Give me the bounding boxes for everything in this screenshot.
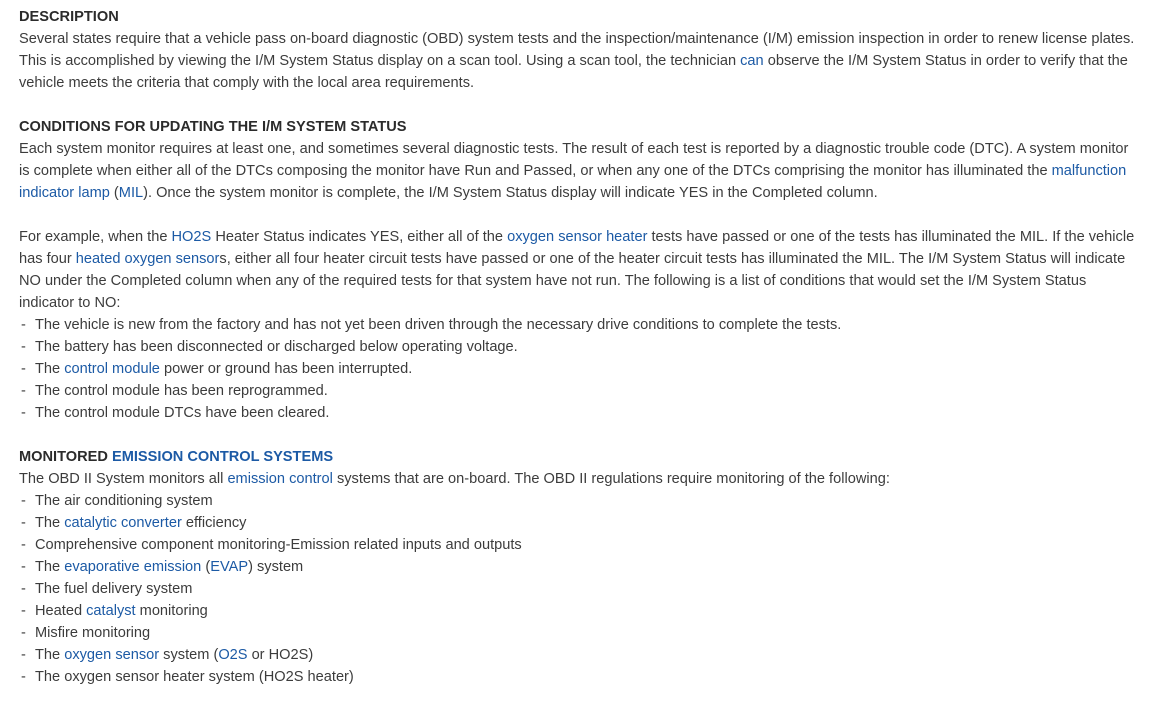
text-segment: The air conditioning system [35,493,213,509]
monitored-paragraph [19,468,1136,490]
text-segment: ( [201,559,211,575]
text-segment: The vehicle is new from the factory and has not yet been driven through the necessary drive conditions to complete the tests. [35,317,842,333]
list-item [19,402,1136,424]
text-segment: efficiency [181,515,247,531]
text-segment: system ( [159,647,219,663]
list-item [19,512,1136,534]
text-segment: ) system [248,559,304,575]
monitored-heading [19,446,1136,468]
list-item [19,534,1136,556]
list-item [19,336,1136,358]
link-malfunction-indicator-lamp[interactable]: malfunction indicator lamp [19,163,1127,201]
text-segment: power or ground has been interrupted. [159,361,413,377]
list-item [19,578,1136,600]
link-oxygen-sensor[interactable]: oxygen sensor [64,647,160,663]
conditions-example-paragraph [19,226,1136,314]
text-segment: Heated [35,603,87,619]
text-segment: monitoring [135,603,208,619]
text-segment: ( [109,185,119,201]
link-ho2s[interactable]: HO2S [171,229,212,245]
text-segment: systems that are on-board. The OBD II regulations require monitoring of the following: [332,471,890,487]
text-segment: MONITORED [19,449,112,465]
description-paragraph [19,28,1136,94]
link-emission-control[interactable]: emission control [227,471,333,487]
conditions-paragraph [19,138,1136,204]
text-segment: The control module has been reprogrammed. [35,383,328,399]
link-emission-control-systems[interactable]: EMISSION CONTROL SYSTEMS [111,449,334,465]
link-control-module[interactable]: control module [64,361,160,377]
text-segment: observe the I/M System Status in order to verify that the vehicle meets the criteria that comply with the local area requirements. [19,53,1128,91]
text-segment: ). Once the system monitor is complete, the I/M System Status display will indicate YES in the Completed column. [143,185,878,201]
text-segment: tests have passed or one of the tests has illuminated the MIL. If the vehicle has four [19,229,1135,267]
spacer [19,204,1136,226]
text-segment: Each system monitor requires at least one, and sometimes several diagnostic tests. The result of each test is reported by a diagnostic trouble code (DTC). A system monitor is complete when either all of the DTCs composing the monitor have Run and Passed, or when any one of the DTCs comprising the monitor has illuminated the [19,141,1129,179]
link-oxygen-sensor-heater[interactable]: oxygen sensor heater [507,229,648,245]
link-heated-oxygen-sensor[interactable]: heated oxygen sensor [75,251,220,267]
link-can[interactable]: can [740,53,764,69]
description-heading: DESCRIPTION [19,9,119,25]
list-item [19,622,1136,644]
monitored-list [19,490,1136,688]
text-segment: The battery has been disconnected or discharged below operating voltage. [35,339,518,355]
list-item [19,380,1136,402]
list-item [19,490,1136,512]
conditions-list [19,314,1136,424]
text-segment: or HO2S) [247,647,314,663]
list-item [19,644,1136,666]
text-segment: The [35,361,65,377]
text-segment: Comprehensive component monitoring-Emission related inputs and outputs [35,537,522,553]
text-segment: The [35,515,65,531]
spacer [19,94,1136,116]
list-item [19,600,1136,622]
text-segment: Several states require that a vehicle pass on-board diagnostic (OBD) system tests and the inspection/maintenance (I/M) emission inspection in order to renew license plates. This is accomplished by viewing the I/M System Status display on a scan tool. Using a scan tool, the technician [19,31,1135,69]
text-segment: Heater Status indicates YES, either all of the [211,229,508,245]
list-item [19,314,1136,336]
link-evaporative-emission[interactable]: evaporative emission [64,559,202,575]
text-segment: The control module DTCs have been cleared. [35,405,330,421]
list-item [19,556,1136,578]
link-catalytic-converter[interactable]: catalytic converter [64,515,182,531]
list-item [19,666,1136,688]
text-segment: Misfire monitoring [35,625,151,641]
spacer [19,424,1136,446]
link-evap[interactable]: EVAP [210,559,249,575]
text-segment: s, either all four heater circuit tests have passed or one of the heater circuit tests has illuminated the MIL. The I/M System Status will indicate NO under the Completed column when any of the required tests for that system have not run. The following is a list of conditions that would set the I/M System Status indicator to NO: [19,251,1126,311]
text-segment: The [35,559,65,575]
text-segment: For example, when the [19,229,172,245]
link-catalyst[interactable]: catalyst [86,603,136,619]
conditions-heading: CONDITIONS FOR UPDATING THE I/M SYSTEM STATUS [19,119,407,135]
text-segment: The fuel delivery system [35,581,193,597]
list-item [19,358,1136,380]
link-mil[interactable]: MIL [118,185,144,201]
link-o2s[interactable]: O2S [218,647,248,663]
text-segment: The [35,647,65,663]
text-segment: The OBD II System monitors all [19,471,228,487]
text-segment: The oxygen sensor heater system (HO2S heater) [35,669,354,685]
